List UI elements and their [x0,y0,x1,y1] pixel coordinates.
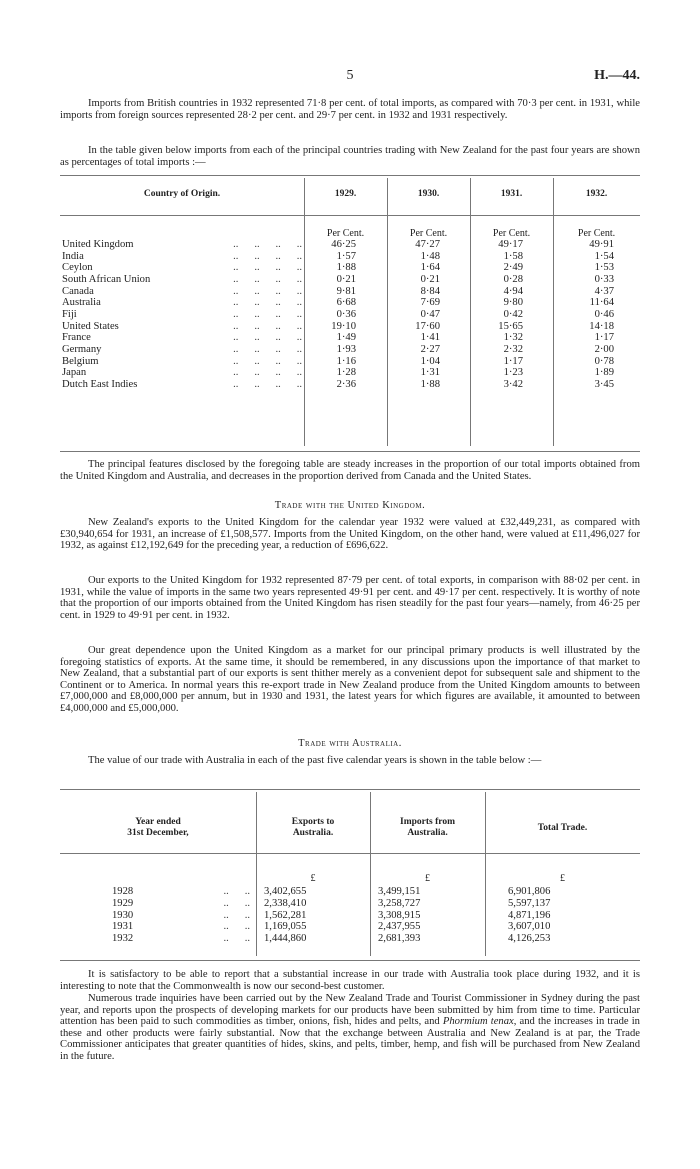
country-name: Fiji [62,308,77,320]
australia-section-heading: Trade with Australia. [298,738,402,749]
value-1932: 0·33 [594,273,614,285]
unit-label: Per Cent. [409,228,448,239]
exports-value: 3,402,655 [264,886,307,897]
column-header-year-line2: 31st December, [127,828,189,838]
total-value: 6,901,806 [508,886,551,897]
country-name: South African Union [62,273,151,285]
country-name: United Kingdom [62,239,134,250]
value-1931: 1·58 [503,250,523,262]
unit-label: Per Cent. [577,228,616,239]
uk-section-heading: Trade with the United Kingdom. [274,500,426,511]
imports-value: 2,681,393 [378,933,421,945]
exports-value: 1,444,860 [264,933,307,945]
value-1932: 1·89 [594,367,614,379]
species-name: Phormium tenax [442,1016,514,1028]
country-name: France [62,332,91,344]
year: 1930 [112,909,134,921]
imports-value: 3,258,727 [378,897,421,909]
value-1931: 0·28 [503,273,523,285]
value-1932: 1·54 [594,250,614,262]
value-1930: 1·64 [420,262,440,274]
value-1929: 46·25 [331,239,356,250]
value-1930: 7·69 [420,297,440,309]
exports-value: 1,562,281 [264,909,307,921]
leader-dots: .. .. .. .. [233,367,302,379]
imports-value: 3,308,915 [378,909,421,921]
exports-value: 2,338,410 [264,897,307,909]
year: 1928 [112,886,134,897]
value-1929: 2·36 [336,378,356,390]
imports-value: 2,437,955 [378,921,421,933]
year: 1931 [112,921,134,933]
value-1930: 8·84 [420,285,440,297]
table-rule [60,175,640,176]
country-name: Germany [62,343,102,355]
column-header-1931: 1931. [500,189,523,199]
column-header-year [60,817,256,839]
total-value: 3,607,010 [508,921,551,933]
page-number: 5 [346,68,354,83]
value-1931: 49·17 [498,239,523,250]
value-1930: 0·21 [420,273,440,285]
leader-dots: .. .. [223,909,250,921]
uk-paragraph-3: Our great dependence upon the United Kingdom as a market for our principal primary products is well illustrated by the foregoing statistics of exports. At the same time, it should be remembered, in any discussions upon the importance of that market to New Zealand, that a substantial part of our exports is sent thither merely as a convenient depot for subsequent sale and shipment to the Continent or to America. In normal years this re-export trade in New Zealand produce from the United Kingdom amounts to between £7,000,000 and £8,000,000 per annum, but in 1930 and 1931, the latest years for which figures are available, it amounted to between £4,000,000 and £5,000,000. [60,645,640,714]
leader-dots: .. .. .. .. [233,285,302,297]
value-1929: 0·21 [336,273,356,285]
page-header [60,68,640,88]
value-1930: 1·41 [420,332,440,344]
value-1931: 2·49 [503,262,523,274]
value-1929: 19·10 [331,320,356,332]
value-1932: 3·45 [594,378,614,390]
features-paragraph: The principal features disclosed by the foregoing table are steady increases in the proportion of our total imports obtained from the United Kingdom and Australia, and decreases in the proportion derived from Canada and the United States. [60,459,640,482]
value-1930: 2·27 [420,343,440,355]
total-value: 4,871,196 [508,909,551,921]
value-1929: 1·88 [336,262,356,274]
value-1929: 6·68 [336,297,356,309]
column-header-1930: 1930. [417,189,440,199]
unit-label: Per Cent. [326,228,365,239]
leader-dots: .. .. .. .. [233,262,302,274]
value-1929: 1·16 [336,355,356,367]
value-1931: 4·94 [503,285,523,297]
column-header-country: Country of Origin. [143,189,221,199]
country-name: Dutch East Indies [62,378,138,390]
value-1930: 0·47 [420,308,440,320]
country-name: United States [62,320,119,332]
leader-dots: .. .. .. .. [233,250,302,262]
leader-dots: .. .. [223,897,250,909]
column-header-exports [256,817,370,839]
leader-dots: .. .. .. .. [233,297,302,309]
value-1932: 1·53 [594,262,614,274]
value-1930: 1·31 [420,367,440,379]
value-1932: 11·64 [589,297,614,309]
value-1929: 1·49 [336,332,356,344]
closing-text-a: Numerous trade inquiries have been carried out by the New Zealand Trade and Tourist Commissioner in Sydney during the past year, and reports upon the prospects of developing markets for our products have been submitted by him from time to time. Particular attention has been paid to such commodities as timber, onions, fish, hides and pelts, and [60,993,640,1028]
value-1931: 3·42 [503,378,523,390]
intro-paragraph-2: In the table given below imports from each of the principal countries trading with New Zealand for the past four years are shown as percentages of total imports :— [60,145,640,168]
value-1932: 14·18 [589,320,614,332]
value-1932: 2·00 [594,343,614,355]
value-1930: 1·88 [420,378,440,390]
value-1929: 1·93 [336,343,356,355]
value-1929: 9·81 [336,285,356,297]
leader-dots: .. .. .. .. [233,355,302,367]
column-header-imports-line2: Australia. [407,828,448,838]
value-1930: 17·60 [415,320,440,332]
leader-dots: .. .. .. .. [233,239,302,250]
value-1931: 15·65 [498,320,523,332]
year: 1932 [112,933,134,945]
australia-paragraph-1: The value of our trade with Australia in each of the past five calendar years is shown in the table below :— [88,755,542,766]
column-header-exports-line1: Exports to [291,817,335,827]
leader-dots: .. .. .. .. [233,320,302,332]
column-header-1929: 1929. [334,189,357,199]
closing-text-b: , and the increases in trade in these and other products were fairly substantial. Now that the exchange between Australia and New Zealand is at par, the Trade Commissioner anticipates that greater quantities of hides, skins, and pelts, timber, hemp, and fish will be purchased from New Zealand in the future. [60,1016,640,1062]
unit-label: £ [310,873,316,884]
column-header-exports-line2: Australia. [292,828,334,838]
table-rule [60,960,640,961]
intro-paragraph-1: Imports from British countries in 1932 represented 71·8 per cent. of total imports, as compared with 70·3 per cent. in 1931, while imports from foreign sources represented 28·2 per cent. and 29·7 per cent. in 1932 and 1931 respectively. [60,98,640,121]
value-1931: 2·32 [503,343,523,355]
document-reference: H.—44. [594,68,640,83]
value-1932: 1·17 [594,332,614,344]
value-1931: 1·23 [503,367,523,379]
country-name: Ceylon [62,262,93,274]
country-name: Japan [62,367,87,379]
uk-paragraph-1: New Zealand's exports to the United Kingdom for the calendar year 1932 were valued at £32,449,231, as compared with £30,940,654 for 1931, an increase of £1,508,577. Imports from the United Kingdom, on the other hand, were valued at £11,496,027 for 1932, as against £12,192,649 for the preceding year, a reduction of £696,622. [60,517,640,552]
column-header-imports-line1: Imports from [400,817,455,827]
total-value: 5,597,137 [508,897,551,909]
table-rule [60,451,640,452]
leader-dots: .. .. [223,921,250,933]
closing-paragraph-1: It is satisfactory to be able to report that a substantial increase in our trade with Australia took place during 1932, and it is interesting to note that the Commonwealth is now our second-best customer. [60,969,640,992]
value-1931: 0·42 [503,308,523,320]
country-name: Australia [62,297,101,309]
uk-paragraph-2: Our exports to the United Kingdom for 1932 represented 87·79 per cent. of total exports, in comparison with 88·02 per cent. in 1931, while the value of imports in the same two years represented 49·91 per cent. and 49·17 per cent. respectively. It is worthy of note that the proportion of our imports obtained from the United Kingdom has risen steadily for the past four years—namely, from 46·25 per cent. in 1929 to 49·91 per cent. in 1932. [60,575,640,621]
leader-dots: .. .. .. .. [233,308,302,320]
table-rule [60,789,640,790]
value-1931: 1·17 [503,355,523,367]
leader-dots: .. .. .. .. [233,332,302,344]
value-1932: 4·37 [594,285,614,297]
leader-dots: .. .. [223,886,250,897]
value-1929: 1·57 [336,250,356,262]
year: 1929 [112,897,134,909]
column-header-total: Total Trade. [537,823,588,833]
closing-paragraph-2 [60,993,640,1063]
value-1929: 1·28 [336,367,356,379]
value-1931: 9·80 [503,297,523,309]
value-1930: 1·48 [420,250,440,262]
country-name: Belgium [62,355,99,367]
value-1930: 1·04 [420,355,440,367]
value-1932: 0·46 [594,308,614,320]
country-name: Canada [62,285,94,297]
imports-value: 3,499,151 [378,886,421,897]
total-value: 4,126,253 [508,933,551,945]
unit-label: £ [425,873,430,884]
value-1931: 1·32 [503,332,523,344]
leader-dots: .. .. [223,933,250,945]
unit-label: Per Cent. [492,228,531,239]
table-rule [60,853,640,854]
column-header-year-line1: Year ended [135,817,181,827]
column-header-imports [370,817,485,839]
unit-label: £ [560,873,565,884]
value-1932: 0·78 [594,355,614,367]
column-header-1932: 1932. [585,189,608,199]
leader-dots: .. .. .. .. [233,378,302,390]
exports-value: 1,169,055 [264,921,307,933]
value-1929: 0·36 [336,308,356,320]
country-name: India [62,250,84,262]
leader-dots: .. .. .. .. [233,273,302,285]
value-1932: 49·91 [589,239,614,250]
leader-dots: .. .. .. .. [233,343,302,355]
value-1930: 47·27 [415,239,440,250]
